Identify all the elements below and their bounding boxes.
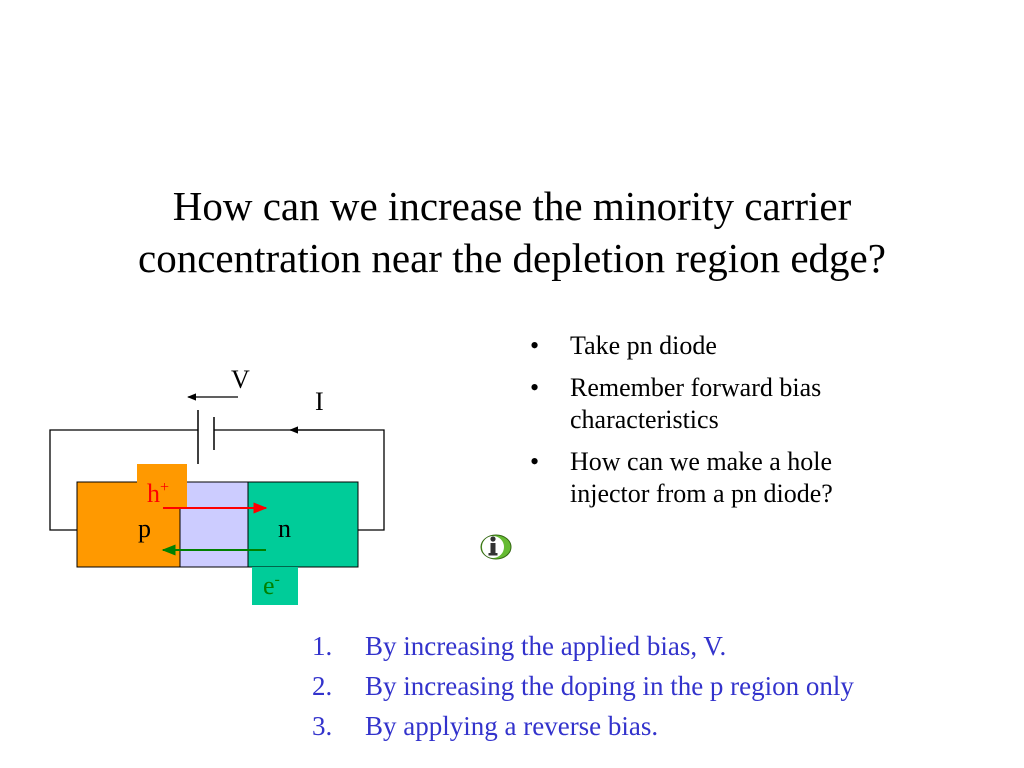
info-icon[interactable] xyxy=(475,530,513,562)
answer-item xyxy=(312,626,1012,666)
bullet-item xyxy=(530,330,950,362)
voltage-label: V xyxy=(231,365,250,394)
title-line-2: concentration near the depletion region edge? xyxy=(138,235,886,281)
answer-text: By increasing the applied bias, V. xyxy=(365,631,727,661)
electron-label: e- xyxy=(263,571,280,600)
bullet-text: Remember forward bias xyxy=(570,373,822,402)
bullet-item xyxy=(530,446,950,510)
answer-item xyxy=(312,706,1012,746)
answer-number: 2. xyxy=(312,671,333,701)
title-line-1: How can we increase the minority carrier xyxy=(172,183,852,229)
answer-number: 3. xyxy=(312,711,333,741)
answer-text: By applying a reverse bias. xyxy=(365,711,659,741)
current-label: I xyxy=(315,387,324,416)
answer-item xyxy=(312,666,1012,706)
p-label: p xyxy=(138,514,151,543)
n-region xyxy=(248,482,358,567)
answer-number: 1. xyxy=(312,631,333,661)
bullet-text: injector from a pn diode? xyxy=(570,479,833,508)
answer-list xyxy=(312,626,1012,746)
bullet-text: characteristics xyxy=(570,405,719,434)
hole-label: h+ xyxy=(147,479,170,508)
depletion-region xyxy=(180,482,248,567)
answer-text: By increasing the doping in the p region only xyxy=(365,671,854,701)
bullet-item xyxy=(530,372,950,436)
n-label: n xyxy=(278,514,291,543)
bullet-marker: • xyxy=(530,447,540,476)
bullet-marker: • xyxy=(530,331,540,360)
bullet-marker: • xyxy=(530,373,540,402)
bullet-list xyxy=(530,330,950,520)
bullet-text: Take pn diode xyxy=(570,331,717,360)
bullet-text: How can we make a hole xyxy=(570,447,833,476)
